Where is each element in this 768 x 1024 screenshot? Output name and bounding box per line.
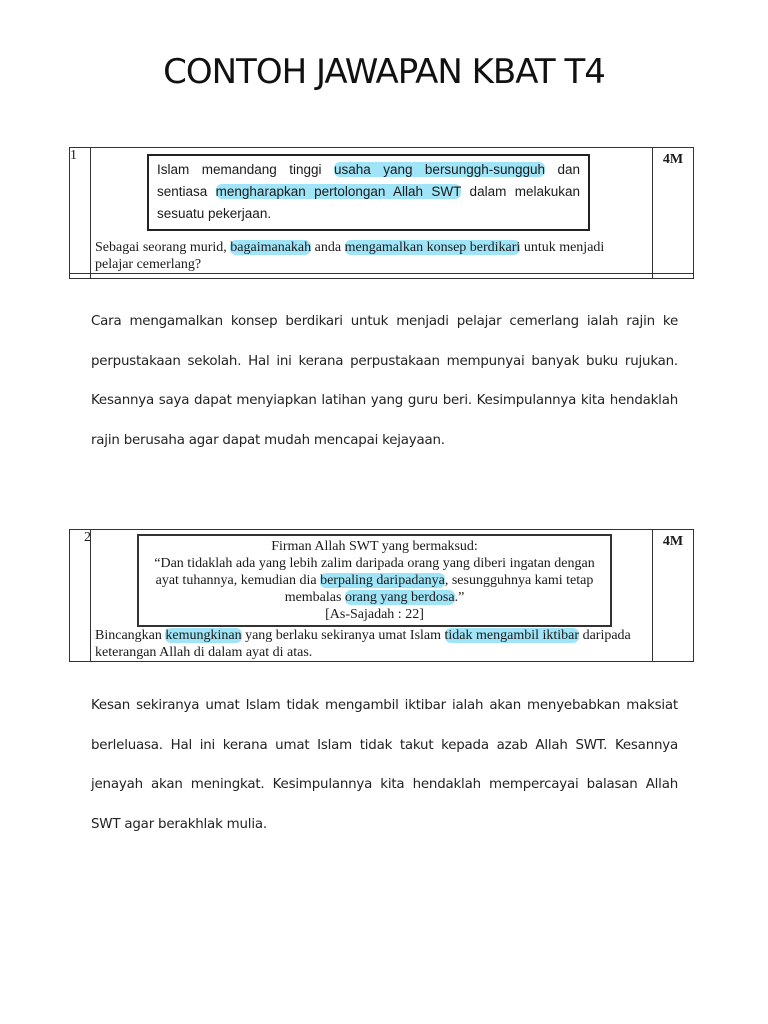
verse-text (147, 555, 602, 606)
question-2-table (69, 529, 694, 662)
verse-reference: [As-Sajadah : 22] (325, 607, 424, 622)
question-number-cell (70, 148, 91, 274)
question-text-part: Bincangkan (95, 628, 166, 643)
question-number-cell (70, 530, 91, 662)
question-content-cell (91, 530, 653, 662)
verse-text-part: .” (454, 590, 465, 605)
question-text-part: anda (311, 240, 345, 255)
stimulus-text: Islam memandang tinggi (157, 162, 334, 177)
stimulus-box (147, 154, 590, 231)
question-text (95, 627, 642, 661)
question-1-table (69, 147, 694, 279)
answer-paragraph-2: Kesan sekiranya umat Islam tidak mengambil iktibar ialah akan menyebabkan maksiat berleluasa. Hal ini kerana umat Islam tidak takut kepada azab Allah SWT. Kesannya jenayah akan meningkat. Kesimpulannya kita hendaklah mempercayai balasan Allah SWT agar berakhlak mulia. (91, 698, 678, 832)
verse-text-part: , sesungguhnya kami tetap membalas (284, 573, 594, 605)
question-text-part: yang berlaku sekiranya umat Islam (241, 628, 445, 643)
highlight: tidak mengambil iktibar (444, 628, 580, 643)
stimulus-heading: Firman Allah SWT yang bermaksud: (271, 539, 478, 554)
marks-label: 4M (662, 152, 684, 167)
highlight: usaha yang bersunggh-sungguh (333, 162, 546, 177)
question-text-part: daripada keterangan Allah di dalam ayat di atas. (95, 628, 631, 660)
verse-text-part: “Dan tidaklah ada yang lebih zalim daripada orang yang diberi ingatan dengan ayat tuhannya, kemudian dia (154, 556, 595, 588)
highlight: kemungkinan (165, 628, 242, 643)
highlight: mengharapkan pertolongan Allah SWT (215, 184, 462, 199)
highlight: bagaimanakah (230, 240, 312, 255)
answer-paragraph-1: Cara mengamalkan konsep berdikari untuk menjadi pelajar cemerlang ialah rajin ke perpustakaan sekolah. Hal ini kerana perpustakaan mempunyai banyak buku rujukan. Kesannya saya dapat menyiapkan latihan yang guru beri. Kesimpulannya kita hendaklah rajin berusaha agar dapat mudah mencapai kejayaan. (91, 314, 678, 448)
highlight: berpaling daripadanya (320, 573, 445, 588)
question-text-part: untuk menjadi pelajar cemerlang? (95, 240, 605, 272)
marks-cell (653, 148, 694, 274)
marks-label: 4M (662, 534, 684, 549)
stimulus-text: dalam melakukan sesuatu pekerjaan. (157, 184, 580, 221)
question-text-part: Sebagai seorang murid, (95, 240, 231, 255)
highlight: orang yang berdosa (344, 590, 455, 605)
marks-cell (653, 530, 694, 662)
question-number: 1 (70, 148, 77, 163)
question-text (95, 239, 642, 273)
question-content-cell (91, 148, 653, 274)
highlight: mengamalkan konsep berdikari (344, 240, 521, 255)
page-title: CONTOH JAWAPAN KBAT T4 (163, 52, 605, 92)
question-number: 2 (84, 530, 91, 545)
stimulus-text: dan sentiasa (157, 162, 581, 199)
stimulus-box (137, 534, 612, 627)
